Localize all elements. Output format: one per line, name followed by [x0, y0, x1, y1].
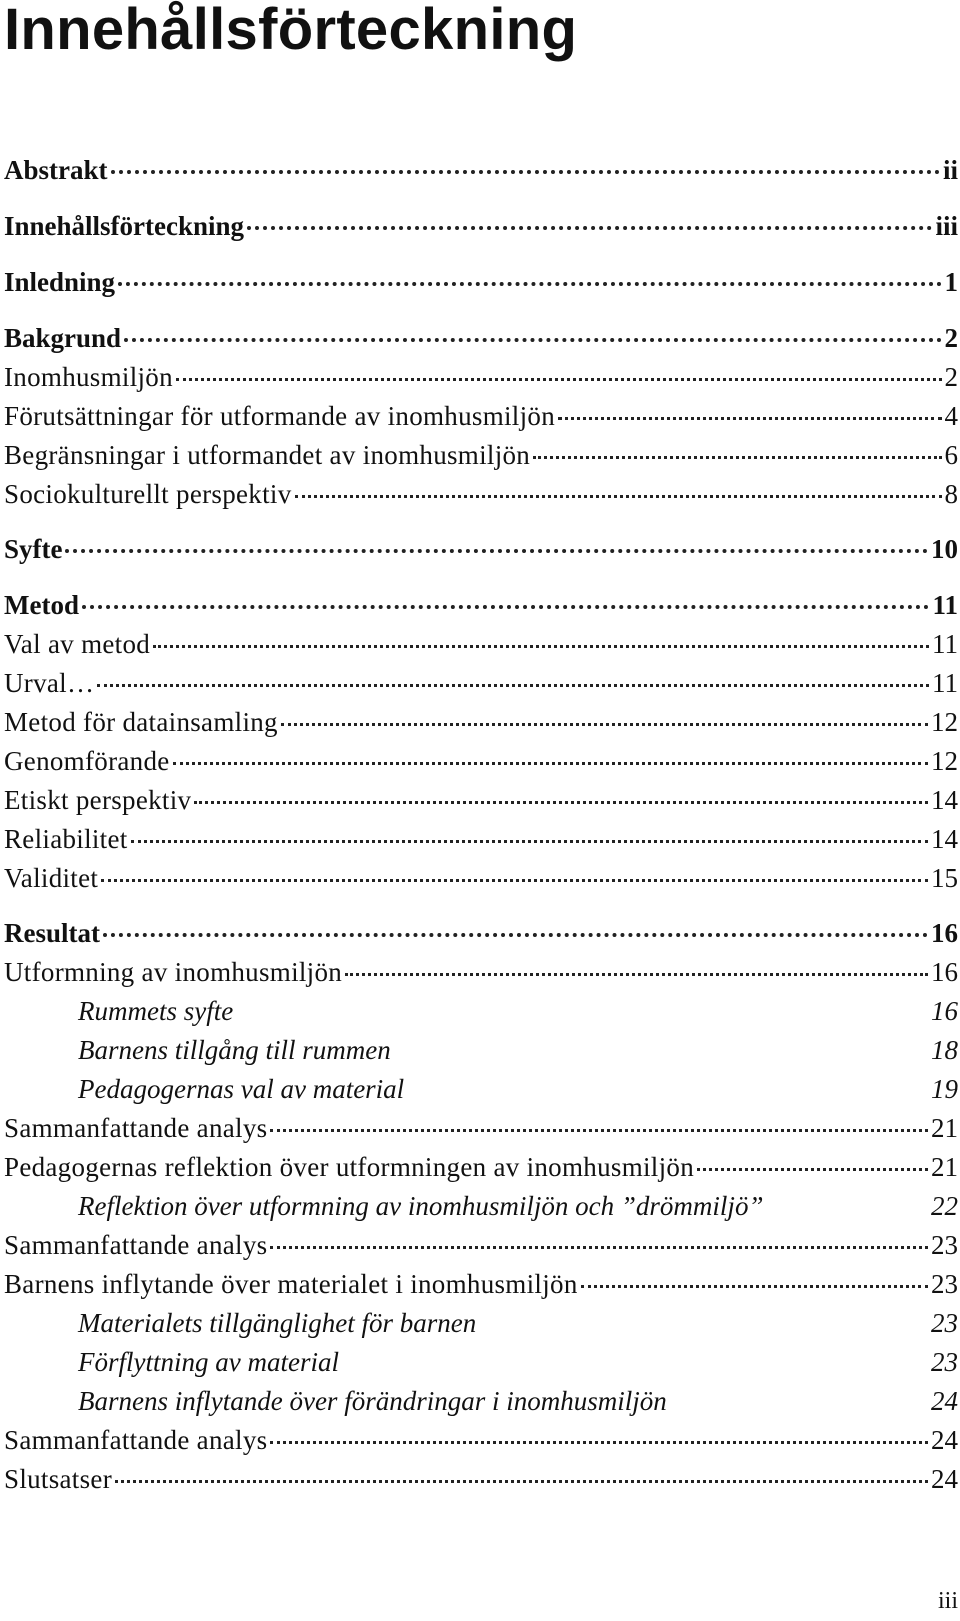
toc-entry-label: Förutsättningar för utformande av inomhusmiljön [4, 401, 556, 431]
dot-leader [173, 762, 928, 765]
dot-leader [533, 456, 941, 459]
toc-entry[interactable] [4, 477, 958, 511]
toc-entry-label: Innehållsförteckning [4, 211, 245, 241]
toc-entry[interactable] [4, 321, 958, 355]
toc-entry[interactable] [4, 916, 958, 950]
toc-entry[interactable] [4, 438, 958, 472]
toc-entry-page: 12 [931, 746, 958, 776]
toc-entry-page: 23 [931, 1269, 958, 1299]
toc-entry[interactable] [4, 1189, 958, 1223]
toc-entry-page: 14 [931, 824, 958, 854]
toc-entry-label: Rummets syfte [78, 996, 234, 1026]
page-number: iii [937, 1588, 958, 1614]
toc-entry-page: 24 [931, 1464, 958, 1494]
toc-entry-label: Validitet [4, 863, 99, 893]
toc-entry[interactable] [4, 783, 958, 817]
toc-entry-label: Barnens inflytande över materialet i inomhusmiljön [4, 1269, 578, 1299]
toc-entry-label: Bakgrund [4, 323, 122, 353]
dot-leader [103, 933, 928, 937]
page-title: Innehållsförteckning [4, 0, 578, 62]
toc-entry-label: Sammanfattande analys [4, 1113, 268, 1143]
toc-entry-page: 24 [931, 1386, 958, 1416]
dot-leader [131, 840, 928, 843]
dot-leader [270, 1246, 928, 1249]
toc-entry-page: 16 [931, 918, 958, 948]
toc-entry-page: 16 [931, 996, 958, 1026]
toc-entry-page: 2 [944, 323, 958, 353]
toc-entry-label: Barnens tillgång till rummen [78, 1035, 391, 1065]
toc-entry[interactable] [4, 1384, 958, 1418]
toc-entry-page: 14 [931, 785, 958, 815]
toc-entry[interactable] [4, 1423, 958, 1457]
dot-leader [97, 684, 929, 687]
dot-leader [345, 973, 928, 976]
toc-entry-page: iii [935, 211, 958, 241]
dot-leader [247, 226, 932, 230]
toc-entry-page: 16 [931, 957, 958, 987]
dot-leader [118, 282, 941, 286]
toc-entry[interactable] [4, 666, 958, 700]
toc-entry-page: 23 [931, 1230, 958, 1260]
toc-entry[interactable] [4, 627, 958, 661]
toc-entry-label: Materialets tillgänglighet för barnen [78, 1308, 477, 1338]
toc-entry-label: Val av metod [4, 629, 151, 659]
dot-leader [101, 879, 928, 882]
toc-entry[interactable] [4, 1111, 958, 1145]
toc-entry-label: Reliabilitet [4, 824, 128, 854]
toc-entry[interactable] [4, 1306, 958, 1340]
toc-entry-label: Begränsningar i utformandet av inomhusmiljön [4, 440, 531, 470]
dot-leader [176, 378, 942, 381]
toc-entry-label: Utformning av inomhusmiljön [4, 957, 343, 987]
toc-entry-page: 22 [931, 1191, 958, 1221]
dot-leader [153, 645, 929, 648]
toc-entry-label: Etiskt perspektiv [4, 785, 192, 815]
toc-entry[interactable] [4, 861, 958, 895]
dot-leader [194, 801, 928, 804]
toc-entry[interactable] [4, 705, 958, 739]
toc-entry-page: 21 [931, 1152, 958, 1182]
toc-entry-page: 4 [944, 401, 958, 431]
toc-entry[interactable] [4, 1345, 958, 1379]
toc-entry-page: 21 [931, 1113, 958, 1143]
toc-entry[interactable] [4, 532, 958, 566]
toc-entry-label: Inledning [4, 267, 116, 297]
toc-entry[interactable] [4, 1267, 958, 1301]
toc-entry-page: 24 [931, 1425, 958, 1455]
toc-entry[interactable] [4, 1072, 958, 1106]
toc-entry-label: Genomförande [4, 746, 170, 776]
toc-entry-page: 1 [944, 267, 958, 297]
toc-entry-page: 11 [932, 668, 958, 698]
toc-entry[interactable] [4, 1228, 958, 1262]
toc-entry[interactable] [4, 994, 958, 1028]
toc-entry-label: Sammanfattande analys [4, 1425, 268, 1455]
toc-entry-page: 18 [931, 1035, 958, 1065]
toc-entry-page: 6 [944, 440, 958, 470]
dot-leader [581, 1285, 928, 1288]
toc-entry[interactable] [4, 1150, 958, 1184]
toc-entry-label: Sociokulturellt perspektiv [4, 479, 292, 509]
toc-entry-page: 11 [932, 629, 958, 659]
toc-entry[interactable] [4, 1033, 958, 1067]
toc-entry-label: Förflyttning av material [78, 1347, 339, 1377]
toc-entry[interactable] [4, 399, 958, 433]
toc-entry-label: Metod för datainsamling [4, 707, 278, 737]
toc-entry[interactable] [4, 822, 958, 856]
toc-entry[interactable] [4, 955, 958, 989]
toc-entry-label: Pedagogernas reflektion över utformningen av inomhusmiljön [4, 1152, 694, 1182]
toc-entry[interactable] [4, 744, 958, 778]
toc-entry-page: 15 [931, 863, 958, 893]
toc-entry[interactable] [4, 588, 958, 622]
toc-entry-page: 19 [931, 1074, 958, 1104]
toc-entry[interactable] [4, 360, 958, 394]
dot-leader [270, 1129, 928, 1132]
dot-leader [124, 338, 941, 342]
toc-entry-label: Inomhusmiljön [4, 362, 173, 392]
toc-entry-label: Barnens inflytande över förändringar i inomhusmiljön [78, 1386, 667, 1416]
dot-leader [295, 495, 942, 498]
dot-leader [111, 170, 940, 174]
dot-leader [82, 605, 930, 609]
toc-entry-page: 11 [932, 590, 958, 620]
toc-entry-label: Pedagogernas val av material [78, 1074, 405, 1104]
toc-entry[interactable] [4, 265, 958, 299]
toc-entry-label: Resultat [4, 918, 100, 948]
toc-entry-page: 8 [944, 479, 958, 509]
dot-leader [697, 1168, 928, 1171]
toc-entry[interactable] [4, 1462, 958, 1496]
toc-entry-page: 10 [931, 534, 958, 564]
toc-entry-label: Reflektion över utformning av inomhusmiljön och ”drömmiljö” [78, 1191, 764, 1221]
dot-leader [115, 1480, 928, 1483]
toc-entry[interactable] [4, 209, 958, 243]
toc-entry-page: 23 [931, 1308, 958, 1338]
toc-entry-page: ii [942, 155, 958, 185]
dot-leader [558, 417, 941, 420]
toc-entry-label: Urval… [4, 668, 95, 698]
toc-entry-page: 2 [944, 362, 958, 392]
toc-entry-label: Sammanfattande analys [4, 1230, 268, 1260]
toc-entry-label: Syfte [4, 534, 63, 564]
toc-entry-page: 12 [931, 707, 958, 737]
toc-entry-label: Slutsatser [4, 1464, 112, 1494]
dot-leader [270, 1441, 928, 1444]
toc-entry-label: Abstrakt [4, 155, 108, 185]
toc-entry-page: 23 [931, 1347, 958, 1377]
dot-leader [281, 723, 928, 726]
dot-leader [65, 549, 928, 553]
toc-entry-label: Metod [4, 590, 79, 620]
toc-entry[interactable] [4, 153, 958, 187]
